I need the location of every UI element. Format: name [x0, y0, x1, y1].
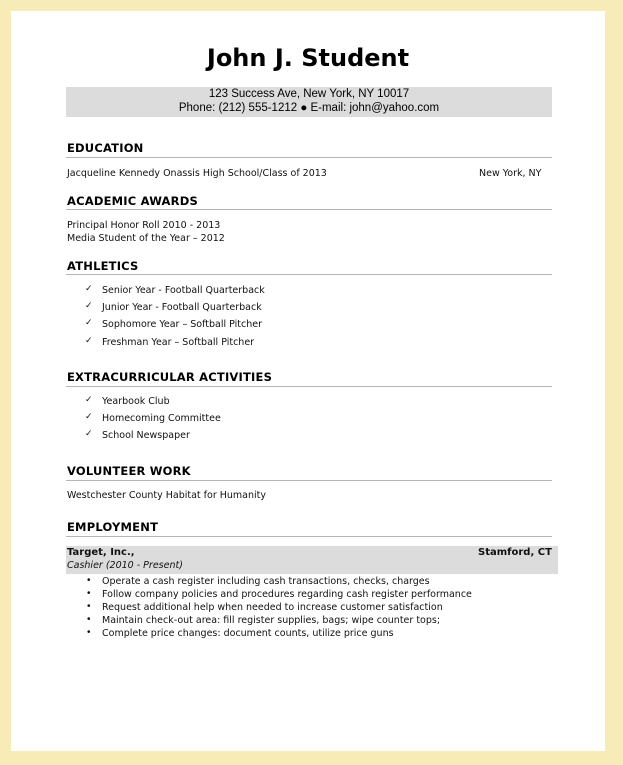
extracurricular-heading: EXTRACURRICULAR ACTIVITIES [67, 370, 273, 384]
volunteer-rule [66, 480, 552, 481]
athletics-item: Freshman Year – Softball Pitcher [102, 337, 255, 348]
duty-item: Maintain check-out area: fill register supplies, bags; wipe counter tops; [102, 615, 441, 626]
address-line: 123 Success Ave, New York, NY 10017 [208, 88, 410, 100]
education-rule [66, 157, 552, 158]
award-item: Principal Honor Roll 2010 - 2013 [67, 220, 221, 231]
volunteer-heading: VOLUNTEER WORK [67, 464, 191, 478]
bullet-icon: • [87, 588, 91, 599]
bullet-icon: • [87, 575, 91, 586]
extracurricular-rule [66, 386, 552, 387]
athletics-heading: ATHLETICS [67, 259, 139, 273]
bullet-icon: • [87, 614, 91, 625]
athletics-item: Junior Year - Football Quarterback [102, 302, 262, 313]
resume-page [11, 11, 605, 751]
extracurricular-item: Yearbook Club [102, 396, 170, 407]
awards-rule [66, 209, 552, 210]
check-icon: ✓ [85, 429, 93, 439]
check-icon: ✓ [85, 336, 93, 346]
athletics-rule [66, 274, 552, 275]
duty-item: Request additional help when needed to increase customer satisfaction [102, 602, 443, 613]
education-location: New York, NY [479, 168, 542, 179]
candidate-name: John J. Student [206, 44, 410, 72]
employment-rule [66, 536, 552, 537]
bullet-icon: • [87, 627, 91, 638]
duty-item: Complete price changes: document counts, utilize price guns [102, 628, 394, 639]
award-item: Media Student of the Year – 2012 [67, 233, 225, 244]
volunteer-item: Westchester County Habitat for Humanity [67, 490, 266, 501]
education-school: Jacqueline Kennedy Onassis High School/Class of 2013 [67, 168, 327, 179]
duty-item: Follow company policies and procedures regarding cash register performance [102, 589, 472, 600]
education-heading: EDUCATION [67, 141, 144, 155]
athletics-item: Senior Year - Football Quarterback [102, 285, 265, 296]
check-icon: ✓ [85, 284, 93, 294]
job-role: Cashier (2010 - Present) [67, 560, 183, 571]
awards-heading: ACADEMIC AWARDS [67, 194, 198, 208]
check-icon: ✓ [85, 412, 93, 422]
phone-email-line: Phone: (212) 555-1212 ● E-mail: john@yahoo.com [178, 102, 440, 114]
check-icon: ✓ [85, 395, 93, 405]
extracurricular-item: School Newspaper [102, 430, 190, 441]
check-icon: ✓ [85, 301, 93, 311]
employer-name: Target, Inc., [67, 547, 135, 558]
employer-location: Stamford, CT [478, 547, 552, 558]
bullet-icon: • [87, 601, 91, 612]
duty-item: Operate a cash register including cash transactions, checks, charges [102, 576, 430, 587]
check-icon: ✓ [85, 318, 93, 328]
employment-heading: EMPLOYMENT [67, 520, 159, 534]
athletics-item: Sophomore Year – Softball Pitcher [102, 319, 263, 330]
contact-band [66, 87, 552, 117]
extracurricular-item: Homecoming Committee [102, 413, 221, 424]
